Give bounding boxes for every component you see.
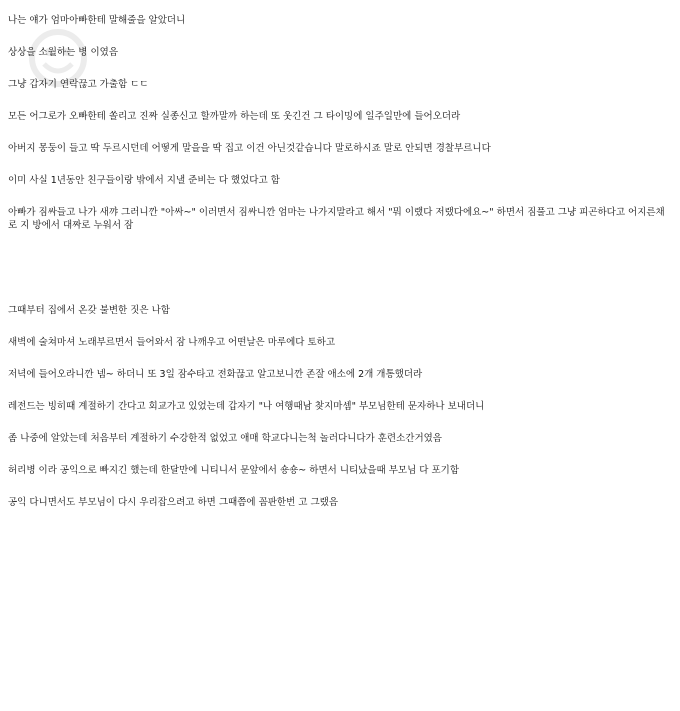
paragraph: 그때부터 집에서 온갖 불변한 짓은 나함 [8,305,170,316]
paragraph: 나는 얘가 엄마아빠한테 말해줄을 알았더니 [8,15,186,26]
paragraph: 허리병 이라 공익으로 빠지긴 했는데 한달만에 니티니서 문앞에서 숑숑~ 하면서 니티났을때 부모님 다 포기함 [8,465,460,476]
paragraph: 아빠가 짐싸들고 나가 새꺄 그러니깐 "아싸~" 이러면서 짐싸니깐 엄마는 나가지말라고 해서 "뭐 이랬다 저랬다에요~" 하면서 짐풀고 그냥 피곤하다고 어지른채로 지 방에서 대짜로 누워서 잠 [8,207,665,231]
paragraph: 저녁에 들어오라니깐 넴~ 하더니 또 3일 잠수타고 전화끊고 알고보니깐 존잘 애소에 2개 개통했더라 [8,369,423,380]
paragraph: 상상을 소월하는 병 이였음 [8,47,119,58]
paragraph: 아버지 몽둥이 들고 딱 두르시던데 어떻게 말을을 딱 집고 이건 아닌것같습니다 말로하시죠 말로 안되면 경찰부르니다 [8,143,491,154]
paragraph: 이미 사실 1년동안 친구들이랑 밖에서 지낼 준비는 다 했었다고 함 [8,175,280,186]
paragraph: 좀 나중에 알았는데 처음부터 계절하기 수강한적 없었고 애매 학교다니는척 놀러다니다가 훈련소간거였음 [8,433,442,444]
paragraph: 레전드는 빙히때 계절하기 간다고 회교가고 있었는데 갑자기 "나 여행때남 찾지마셈" 부모님한테 문자하나 보내더니 [8,401,485,412]
paragraph: 새벽에 술쳐마셔 노래부르면서 들어와서 잠 나깨우고 어떤날은 마루에다 토하고 [8,337,336,348]
paragraph: 공익 다니면서도 부모님이 다시 우리잡으려고 하면 그때쯤에 꼼판한번 고 그랬음 [8,497,339,508]
post-body [8,14,672,528]
paragraph: 그냥 갑자기 연락끊고 가출함 ㄷㄷ [8,79,149,90]
paragraph: 모든 어그로가 오빠한테 쏠리고 진짜 실종신고 할까말까 하는데 또 웃긴건 그 타이밍에 일주일만에 들어오더라 [8,111,461,122]
